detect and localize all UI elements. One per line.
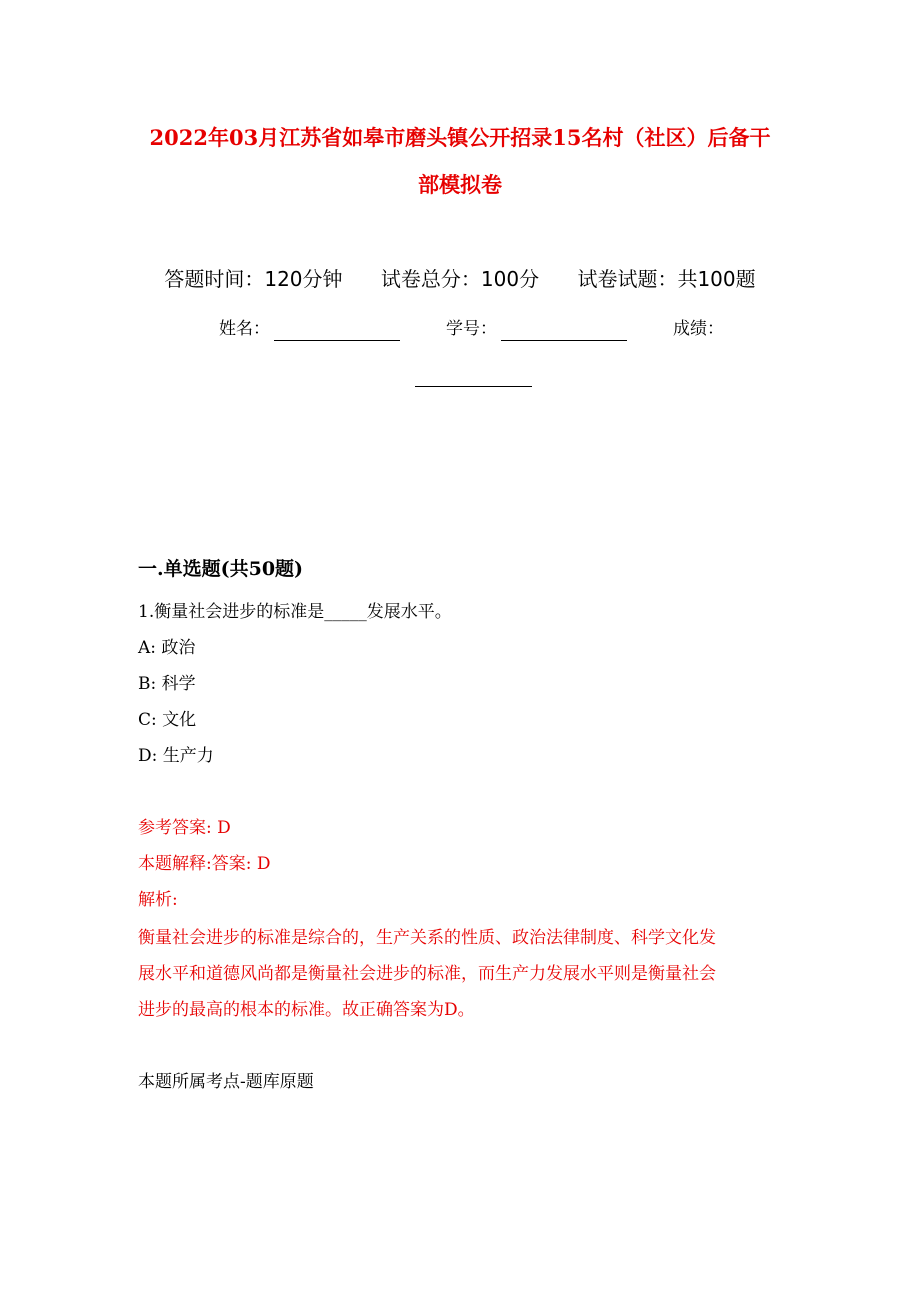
question-stem: 1.衡量社会进步的标准是_____发展水平。 [138,602,452,622]
question-topic: 本题所属考点-题库原题 [138,1072,314,1092]
analysis-line: 进步的最高的根本的标准。故正确答案为D。 [138,1000,475,1020]
name-blank-line [274,340,400,341]
exam-total-score: 试卷总分：100分 [380,267,540,291]
section-title: 一.单选题(共50题) [138,558,304,580]
option-a: A: 政治 [138,638,196,658]
score-label: 成绩： [673,319,724,339]
analysis-label: 解析: [138,890,178,910]
document-title-line-2: 部模拟卷 [418,172,502,197]
name-label: 姓名： [219,319,270,339]
option-b: B: 科学 [138,674,196,694]
exam-time: 答题时间：120分钟 [164,267,343,291]
option-d: D: 生产力 [138,746,214,766]
analysis-line: 展水平和道德风尚都是衡量社会进步的标准，而生产力发展水平则是衡量社会 [138,964,716,984]
exam-question-count: 试卷试题：共100题 [577,267,756,291]
explanation-header: 本题解释:答案: D [138,854,271,874]
analysis-line: 衡量社会进步的标准是综合的，生产关系的性质、政治法律制度、科学文化发 [138,928,716,948]
student-id-blank-line [501,340,627,341]
score-blank-line [415,386,532,387]
option-c: C: 文化 [138,710,197,730]
reference-answer: 参考答案: D [138,818,231,838]
document-title-line-1: 2022年03月江苏省如皋市磨头镇公开招录15名村（社区）后备干 [149,125,771,150]
student-id-label: 学号： [446,319,497,339]
exam-info-row [0,269,920,289]
